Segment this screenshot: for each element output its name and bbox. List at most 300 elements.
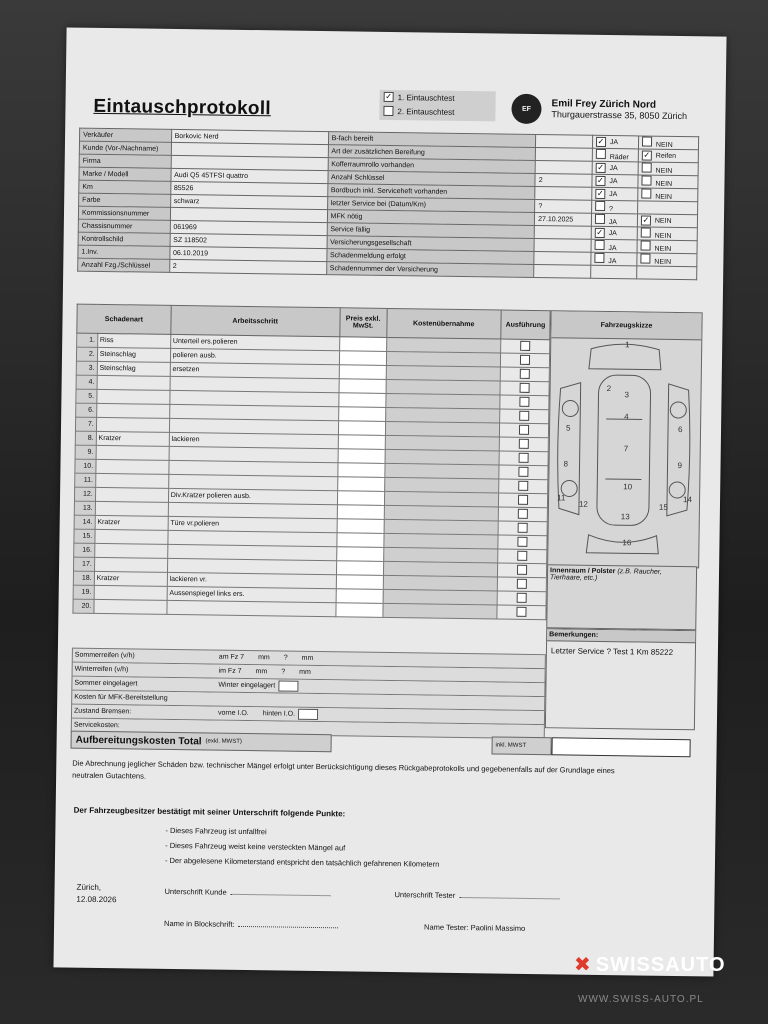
sketch-zone-label[interactable]: 7	[623, 444, 629, 454]
extra-label: Sommerreifen (v/h)	[74, 651, 135, 660]
damage-type[interactable]: Kratzer	[95, 515, 168, 530]
damage-done-checkbox[interactable]	[517, 550, 527, 560]
damage-type[interactable]: Steinschlag	[97, 347, 170, 362]
damage-number: 19.	[73, 585, 94, 599]
damage-number: 4.	[76, 375, 97, 389]
damage-done-cell[interactable]	[499, 437, 548, 452]
damage-price[interactable]	[336, 603, 383, 618]
damage-done-cell[interactable]	[498, 549, 547, 564]
swissauto-x-icon: ✖	[574, 954, 592, 976]
damage-number: 1.	[77, 333, 98, 347]
damage-done-checkbox[interactable]	[517, 578, 527, 588]
damage-done-checkbox[interactable]	[518, 494, 528, 504]
signature-kunde-label: Unterschrift Kunde	[164, 886, 227, 897]
damage-number: 8.	[75, 431, 96, 445]
info-question: Art der zusätzlichen Bereifung	[328, 145, 536, 161]
damage-type[interactable]	[97, 375, 170, 390]
damage-type[interactable]	[95, 487, 168, 502]
info-value[interactable]: 2	[169, 259, 326, 274]
sketch-zone-label[interactable]: 9	[677, 461, 683, 471]
choice-checkbox[interactable]	[595, 201, 605, 211]
info-value[interactable]: 06.10.2019	[169, 246, 326, 261]
damage-done-cell[interactable]	[498, 521, 547, 536]
extra-value[interactable]: im Fz 7	[218, 667, 242, 675]
info-value[interactable]: schwarz	[170, 194, 327, 209]
wheel-front-left	[562, 400, 578, 416]
damage-done-checkbox[interactable]	[519, 438, 529, 448]
confirm-item: - Der abgelesene Kilometerstand entspricht den tatsächlich gefahrenen Kilometern	[164, 855, 440, 869]
damage-done-cell[interactable]	[500, 367, 549, 382]
choice-label: JA	[608, 230, 617, 238]
extra-label: Winterreifen (v/h)	[74, 665, 129, 674]
damage-done-checkbox[interactable]	[518, 522, 528, 532]
damage-number: 7.	[75, 417, 96, 431]
damage-type[interactable]	[97, 389, 170, 404]
company-logo-icon: EF	[511, 94, 541, 124]
damage-number: 20.	[73, 599, 94, 613]
choice-label: NEIN	[655, 193, 673, 201]
damage-done-checkbox[interactable]	[516, 606, 526, 616]
tausch-checkbox-1[interactable]: ✓	[385, 91, 393, 101]
choice-checkbox[interactable]: ✓	[642, 215, 650, 225]
choice-cell[interactable]	[638, 188, 698, 202]
damage-number: 10.	[75, 459, 96, 473]
choice-checkbox[interactable]	[641, 188, 651, 198]
info-question: Schadennummer der Versicherung	[326, 262, 534, 278]
choice-label: NEIN	[654, 217, 672, 225]
damage-step[interactable]: lackieren	[169, 432, 338, 448]
info-label: Kommissionsnummer	[78, 206, 170, 220]
damage-number: 3.	[76, 361, 97, 375]
place-text: Zürich,	[76, 882, 102, 893]
choice-checkbox[interactable]: ✓	[597, 162, 604, 172]
info-number[interactable]	[536, 135, 593, 149]
damage-type[interactable]	[96, 417, 169, 432]
damage-done-checkbox[interactable]	[520, 354, 530, 364]
info-number[interactable]	[535, 160, 592, 174]
sketch-zone-label[interactable]: 5	[565, 423, 571, 433]
damage-type[interactable]: Riss	[97, 333, 170, 348]
choice-label: Reifen	[655, 152, 677, 160]
info-number[interactable]: 27.10.2025	[535, 212, 592, 226]
choice-checkbox[interactable]	[642, 136, 652, 146]
innenraum-label: Innenraum / Polster	[550, 567, 616, 576]
sketch-zone-label[interactable]: 15	[658, 502, 668, 512]
choice-cell[interactable]	[592, 135, 638, 149]
damage-price[interactable]	[337, 477, 384, 492]
extra-value[interactable]: mm	[299, 668, 311, 676]
choice-checkbox[interactable]	[641, 227, 651, 237]
choice-checkbox[interactable]	[594, 240, 604, 250]
damage-done-cell[interactable]	[500, 381, 549, 396]
protocol-sheet	[53, 27, 726, 976]
block-name[interactable]	[164, 919, 339, 930]
info-label: Firma	[79, 154, 171, 168]
damage-step[interactable]	[167, 600, 336, 616]
damage-price[interactable]	[339, 379, 386, 394]
choice-cell[interactable]	[592, 187, 638, 201]
info-number[interactable]	[536, 147, 593, 161]
damage-step[interactable]: Div.Kratzer polieren ausb.	[168, 488, 337, 504]
choice-cell[interactable]	[638, 162, 698, 176]
header-schadenart: Schadenart	[77, 304, 171, 334]
damage-number: 15.	[74, 529, 95, 543]
header-kostenuebernahme: Kostenübernahme	[386, 308, 501, 339]
damage-type[interactable]	[95, 529, 168, 544]
damage-type[interactable]: Kratzer	[94, 571, 167, 586]
damage-number: 16.	[74, 543, 95, 557]
sketch-zone-label[interactable]: 16	[622, 538, 632, 548]
damage-done-checkbox[interactable]	[518, 508, 528, 518]
damage-done-cell[interactable]	[500, 395, 549, 410]
damage-number: 2.	[76, 347, 97, 361]
confirm-item: - Dieses Fahrzeug ist unfallfrei	[165, 825, 267, 837]
tausch-checkbox-2[interactable]	[383, 106, 393, 116]
choice-checkbox[interactable]: ✓	[597, 136, 605, 146]
watermark-brand-text: SWISSAUTO	[595, 954, 726, 976]
choice-label: NEIN	[655, 167, 673, 175]
damage-step[interactable]: Aussenspiegel links ers.	[167, 586, 336, 602]
damage-price[interactable]	[337, 491, 384, 506]
damage-number: 12.	[74, 487, 95, 501]
choice-checkbox[interactable]	[596, 149, 606, 159]
damage-done-checkbox[interactable]	[519, 396, 529, 406]
choice-checkbox[interactable]: ✓	[596, 175, 604, 185]
choice-cell[interactable]	[591, 226, 637, 240]
info-question: Schadenmeldung erfolgt	[326, 249, 534, 265]
choice-label: JA	[608, 219, 618, 227]
choice-cell[interactable]	[637, 266, 697, 280]
wheel-front-right	[670, 402, 686, 418]
sketch-zone-label[interactable]: 4	[624, 412, 629, 422]
info-value[interactable]: SZ 118502	[170, 233, 327, 248]
extra-value[interactable]: Winter eingelagert	[218, 681, 276, 690]
info-question: MFK nötig	[327, 210, 535, 226]
choice-label: JA	[609, 139, 619, 147]
bemerkungen-panel	[545, 628, 696, 730]
signature-tester[interactable]	[394, 890, 559, 901]
vehicle-sketch-panel	[547, 310, 703, 568]
signature-tester-label: Unterschrift Tester	[394, 890, 456, 900]
bemerkungen-label: Bemerkungen:	[547, 629, 695, 643]
damage-type[interactable]	[94, 585, 167, 600]
company-name: Emil Frey Zürich Nord	[551, 98, 657, 111]
damage-type[interactable]	[95, 501, 168, 516]
choice-cell[interactable]	[637, 214, 697, 228]
damage-done-checkbox[interactable]	[519, 452, 529, 462]
choice-checkbox[interactable]: ✓	[596, 227, 604, 237]
sketch-zone-label[interactable]: 14	[682, 495, 693, 505]
sketch-zone-label[interactable]: 11	[557, 493, 566, 503]
damage-done-checkbox[interactable]	[519, 410, 529, 420]
info-question: Versicherungsgesellschaft	[327, 236, 535, 252]
mwst-label: inkl. MWST	[491, 736, 551, 755]
confirm-item: - Dieses Fahrzeug weist keine versteckten Mängel auf	[165, 840, 346, 853]
extra-value[interactable]: ?	[283, 654, 288, 662]
damage-type[interactable]: Kratzer	[96, 431, 169, 446]
damage-cost-coverage[interactable]	[382, 603, 497, 619]
confirm-heading: Der Fahrzeugbesitzer bestätigt mit seiner Unterschrift folgende Punkte:	[73, 805, 346, 819]
damage-number: 17.	[74, 557, 95, 571]
extras-section	[71, 648, 546, 740]
damage-done-cell[interactable]	[497, 591, 546, 606]
sketch-zone-label[interactable]: 12	[578, 499, 588, 509]
choice-cell[interactable]	[638, 149, 698, 163]
choice-checkbox[interactable]	[594, 253, 604, 263]
damage-done-cell[interactable]	[499, 451, 548, 466]
choice-checkbox[interactable]	[640, 240, 650, 250]
damage-type[interactable]	[95, 473, 168, 488]
bemerkungen-text[interactable]: Letzter Service ? Test 1 Km 85222	[550, 646, 674, 657]
choice-label: JA	[609, 178, 618, 186]
info-label: Verkäufer	[80, 128, 172, 142]
sketch-zone-label[interactable]: 1	[625, 340, 630, 350]
damage-done-cell[interactable]	[497, 577, 546, 592]
damage-price[interactable]	[339, 351, 386, 366]
extra-value[interactable]: am Fz 7	[218, 653, 245, 661]
extra-label: Zustand Bremsen:	[74, 707, 132, 716]
damage-type[interactable]: Steinschlag	[97, 361, 170, 376]
extra-value[interactable]: ?	[281, 668, 286, 676]
choice-cell[interactable]	[591, 213, 637, 227]
choice-checkbox[interactable]	[640, 253, 650, 263]
info-number[interactable]	[535, 186, 592, 200]
choice-checkbox[interactable]	[641, 175, 651, 185]
extra-label: Kosten für MFK-Bereitstellung	[74, 693, 168, 702]
info-value[interactable]: Audi Q5 45TFSI quattro	[171, 168, 328, 183]
header-preis: Preis exkl. MwSt.	[339, 308, 386, 338]
damage-done-cell[interactable]	[499, 465, 548, 480]
choice-cell[interactable]	[592, 174, 638, 188]
sketch-header: Fahrzeugskizze	[551, 311, 701, 340]
damage-type[interactable]	[96, 445, 169, 460]
damage-done-cell[interactable]	[501, 339, 550, 354]
choice-cell[interactable]	[591, 252, 637, 266]
extra-label: Servicekosten:	[73, 721, 120, 730]
car-diagram-icon	[548, 338, 699, 566]
extra-value[interactable]: mm	[301, 654, 314, 662]
header-ausfuehrung: Ausführung	[501, 310, 550, 340]
damage-done-cell[interactable]	[498, 507, 547, 522]
damage-price[interactable]	[336, 575, 383, 590]
total-label-text: Aufbereitungskosten Total	[75, 734, 202, 747]
damage-price[interactable]	[338, 421, 385, 436]
sketch-zone-label[interactable]: 6	[677, 425, 683, 435]
choice-label: NEIN	[654, 245, 672, 253]
choice-label: NEIN	[654, 232, 672, 240]
damage-price[interactable]	[337, 533, 384, 548]
total-row	[71, 732, 691, 757]
sketch-zone-label[interactable]: 10	[623, 482, 633, 492]
damage-done-checkbox[interactable]	[519, 382, 529, 392]
company-info	[551, 98, 687, 121]
choice-cell[interactable]	[637, 240, 697, 254]
info-label: Chassisnummer	[78, 219, 170, 233]
extra-checkbox[interactable]	[278, 680, 298, 691]
info-number[interactable]	[534, 238, 591, 252]
sketch-zone-label[interactable]: 2	[606, 384, 612, 394]
damage-type[interactable]	[96, 403, 169, 418]
choice-label: JA	[609, 165, 618, 173]
damage-price[interactable]	[337, 463, 384, 478]
watermark-brand	[574, 952, 726, 977]
choice-cell[interactable]	[592, 148, 638, 162]
choice-checkbox[interactable]: ✓	[643, 150, 651, 160]
choice-cell[interactable]	[637, 253, 697, 267]
info-label: Farbe	[79, 193, 171, 207]
damage-type[interactable]	[94, 599, 167, 614]
innenraum-hint: (z.B. Raucher, Tierhaare, etc.)	[549, 568, 662, 582]
info-number[interactable]	[534, 251, 591, 265]
damage-number: 14.	[74, 515, 95, 529]
damage-done-checkbox[interactable]	[517, 536, 527, 546]
choice-label: NEIN	[655, 180, 673, 188]
damage-done-checkbox[interactable]	[517, 592, 527, 602]
info-question: Kofferraumrollo vorhanden	[328, 158, 536, 174]
damage-price[interactable]	[338, 449, 385, 464]
signature-kunde[interactable]	[164, 887, 330, 898]
info-label: Km	[79, 180, 171, 194]
damage-done-cell[interactable]	[497, 563, 546, 578]
watermark-web: WWW.SWISS-AUTO.PL	[578, 994, 704, 1005]
info-question: Service fällig	[327, 223, 535, 239]
choice-label: NEIN	[654, 258, 672, 266]
info-number[interactable]	[534, 225, 591, 239]
damage-price[interactable]	[337, 505, 384, 520]
damage-done-cell[interactable]	[497, 605, 546, 620]
damage-done-cell[interactable]	[498, 535, 547, 550]
damage-price[interactable]	[336, 561, 383, 576]
info-number[interactable]: 2	[535, 173, 592, 187]
damage-step[interactable]: ersetzen	[170, 362, 339, 378]
damage-done-cell[interactable]	[498, 493, 547, 508]
damage-price[interactable]	[339, 337, 386, 352]
damage-done-cell[interactable]	[499, 479, 548, 494]
choice-cell[interactable]	[591, 200, 637, 214]
choice-label: JA	[608, 245, 617, 253]
company-address: Thurgauerstrasse 35, 8050 Zürich	[551, 109, 688, 122]
info-question: Anzahl Schlüssel	[327, 171, 535, 187]
extra-value[interactable]: vorne I.O.	[217, 709, 249, 718]
vehicle-info-table	[77, 128, 699, 281]
innenraum-panel	[546, 564, 697, 630]
damage-price[interactable]	[336, 547, 383, 562]
choice-label: JA	[608, 258, 617, 266]
place-date	[76, 882, 116, 907]
tausch-option-2[interactable]	[379, 104, 495, 120]
info-question: B-fach bereift	[328, 132, 536, 148]
block-name-label: Name in Blockschrift:	[164, 918, 235, 929]
damage-type[interactable]	[96, 459, 169, 474]
extra-value[interactable]: mm	[258, 654, 270, 662]
choice-cell[interactable]	[638, 136, 698, 150]
info-label: Kunde (Vor-/Nachname)	[79, 141, 171, 155]
info-label: Anzahl Fzg./Schlüssel	[78, 258, 170, 272]
damage-done-cell[interactable]	[500, 409, 549, 424]
info-number[interactable]: ?	[535, 199, 592, 213]
info-value[interactable]: 061969	[170, 220, 327, 235]
damage-done-checkbox[interactable]	[519, 424, 529, 434]
damage-number: 18.	[73, 571, 94, 585]
tausch-label-2: 2. Eintauschtest	[397, 106, 455, 117]
sketch-zone-label[interactable]: 8	[563, 459, 569, 469]
extra-value[interactable]: mm	[255, 668, 268, 676]
total-amount-field[interactable]	[551, 737, 690, 757]
tausch-selector	[379, 90, 495, 122]
info-question: Bordbuch inkl. Serviceheft vorhanden	[327, 184, 535, 200]
confirm-list	[165, 823, 440, 872]
info-value[interactable]: Borkovic Nerd	[171, 129, 328, 144]
choice-cell[interactable]	[637, 227, 697, 241]
damage-step[interactable]: lackieren vr.	[167, 572, 336, 588]
damage-type[interactable]	[94, 543, 167, 558]
extra-label: Sommer eingelagert	[74, 679, 138, 688]
tester-name: Name Tester: Paolini Massimo	[424, 922, 526, 933]
choice-label: Räder	[609, 154, 629, 162]
tausch-label-1: 1. Eintauschtest	[397, 92, 455, 103]
damage-price[interactable]	[336, 589, 383, 604]
damage-done-checkbox[interactable]	[517, 564, 527, 574]
damage-price[interactable]	[338, 393, 385, 408]
damage-done-checkbox[interactable]	[518, 466, 528, 476]
header-arbeitsschritt: Arbeitsschritt	[171, 305, 340, 336]
choice-checkbox[interactable]: ✓	[596, 188, 604, 198]
total-label	[71, 731, 332, 753]
info-label: 1.Inv.	[78, 245, 170, 259]
damage-number: 5.	[76, 389, 97, 403]
damage-type[interactable]	[94, 557, 167, 572]
damage-done-cell[interactable]	[500, 353, 549, 368]
damage-step[interactable]: polieren ausb.	[170, 348, 339, 364]
damage-price[interactable]	[337, 519, 384, 534]
damage-done-checkbox[interactable]	[520, 368, 530, 378]
choice-cell[interactable]	[638, 175, 698, 189]
info-value[interactable]: 85526	[170, 181, 327, 196]
damage-done-checkbox[interactable]	[518, 480, 528, 490]
choice-label: NEIN	[655, 141, 673, 149]
damage-number: 13.	[74, 501, 95, 515]
total-sub-label: (exkl. MWST)	[205, 738, 242, 745]
choice-cell[interactable]	[591, 239, 637, 253]
damage-price[interactable]	[338, 435, 385, 450]
damage-step[interactable]: Türe vr.polieren	[168, 516, 337, 532]
sketch-zone-label[interactable]: 3	[624, 390, 630, 400]
choice-label: ?	[608, 206, 613, 214]
choice-checkbox[interactable]	[642, 162, 652, 172]
damage-price[interactable]	[338, 407, 385, 422]
damage-price[interactable]	[339, 365, 386, 380]
choice-cell[interactable]	[592, 161, 638, 175]
extra-checkbox[interactable]	[298, 709, 318, 720]
sketch-zone-label[interactable]: 13	[620, 512, 630, 522]
damage-step[interactable]: Unterteil ers.polieren	[170, 334, 339, 350]
damage-done-checkbox[interactable]	[520, 340, 530, 350]
choice-checkbox[interactable]	[595, 214, 605, 224]
choice-cell[interactable]	[591, 265, 637, 279]
info-question: letzter Service bei (Datum/Km)	[327, 197, 535, 213]
info-label: Marke / Modell	[79, 167, 171, 181]
damage-table	[72, 304, 550, 621]
damage-number: 6.	[76, 403, 97, 417]
damage-number: 11.	[75, 473, 96, 487]
extra-value[interactable]: hinten I.O.	[262, 710, 296, 718]
page-title: Eintauschprotokoll	[93, 95, 272, 120]
terms-paragraph: Die Abrechnung jeglicher Schäden bzw. technischer Mängel erfolgt unter Berücksichtigung dieses Rückgabeprotokolls und gegebenenfalls auf der Grundlage eines neutralen Gutachtens.	[72, 758, 615, 781]
choice-cell[interactable]	[637, 201, 697, 215]
damage-done-cell[interactable]	[499, 423, 548, 438]
info-number[interactable]	[534, 264, 591, 278]
date-text: 12.08.2026	[76, 894, 117, 905]
